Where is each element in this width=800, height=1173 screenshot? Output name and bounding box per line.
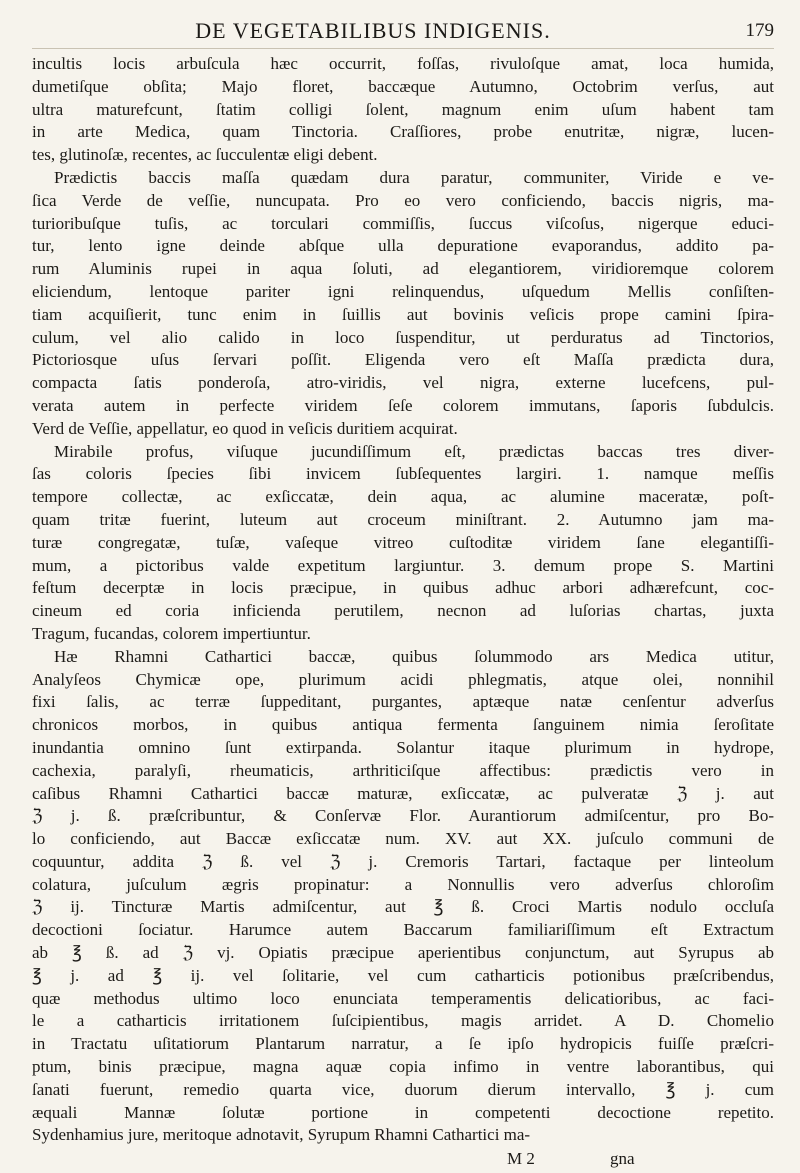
text-line: verata autem in perfecte viridem ſeſe colorem immutans, ſaporis ſubdulcis. — [32, 395, 774, 415]
text-line: in arte Medica, quam Tinctoria. Craſſiores, probe enutritæ, nigræ, lucen- — [32, 122, 774, 142]
catchword: gna — [610, 1149, 635, 1169]
text-line: eliciendum, lentoque pariter igni relinquendus, uſquedum Mellis conſiſten- — [32, 281, 774, 301]
text-line: chronicos morbos, in quibus antiqua fermenta ſanguinem nimia ſeroſitate — [32, 715, 774, 735]
text-line: Prædictis baccis maſſa quædam dura paratur, communiter, Viride e ve- — [54, 167, 774, 187]
text-line: fixi ſalis, ac terræ ſuppeditant, purgantes, aptæque natæ cenſentur adverſus — [32, 692, 774, 712]
text-line: ℨ j. ß. præſcribuntur, & Conſervæ Flor. Aurantiorum admiſcentur, pro Bo- — [32, 806, 774, 826]
text-line: Verd de Veſſie, appellatur, eo quod in veſicis duritiem acquirat. — [32, 418, 458, 438]
text-line: turæ congregatæ, tuſæ, vaſeque vitreo cuſtoditæ viridem ſane elegantiſſi- — [32, 532, 774, 552]
text-line: le a catharticis irritationem ſuſcipientibus, magis arridet. A D. Chomelio — [32, 1011, 774, 1031]
text-line: decoctioni ſociatur. Harumce autem Baccarum familiariſſimum eſt Extractum — [32, 920, 774, 940]
text-line: tur, lento igne deinde abſque ulla depuratione evaporandus, addito pa- — [32, 236, 774, 256]
text-line: coquuntur, addita ℨ ß. vel ℨ j. Cremoris Tartari, factaque per linteolum — [32, 851, 774, 871]
text-line: cachexia, paralyſi, rheumaticis, arthriticiſque affectibus: prædictis vero in — [32, 760, 774, 780]
text-line: in Tractatu uſitatiorum Plantarum narratur, a ſe ipſo hydropicis fuiſſe præſcri- — [32, 1034, 774, 1054]
text-line: Sydenhamius jure, meritoque adnotavit, Syrupum Rhamni Cathartici ma- — [32, 1125, 531, 1145]
text-line: Tragum, fucandas, colorem impertiuntur. — [32, 623, 311, 643]
text-line: ſanati fuerunt, remedio quarta vice, duorum dierum intervallo, ℥ j. cum — [32, 1079, 774, 1099]
page-header — [32, 14, 774, 49]
text-line: ptum, binis præcipue, magna aquæ copia infimo in ventre laborantibus, qui — [32, 1057, 774, 1077]
text-line: ultra maturefcunt, ſtatim colligi ſolent, magnum enim uſum habent tam — [32, 99, 774, 119]
page-footer — [32, 1149, 774, 1173]
text-line: caſibus Rhamni Cathartici baccæ maturæ, exſiccatæ, ac pulveratæ ℨ j. aut — [32, 783, 774, 803]
text-line: turioribuſque tuſis, ac torculari commiſſis, ſuccus viſcoſus, nigerque educi- — [32, 213, 774, 233]
text-line: ℨ ij. Tincturæ Martis admiſcentur, aut ℥ ß. Croci Martis nodulo occluſa — [32, 897, 774, 917]
text-line: Analyſeos Chymicæ ope, plurimum acidi phlegmatis, atque olei, nonnihil — [32, 669, 774, 689]
page-number: 179 — [745, 20, 774, 41]
text-line: compacta ſatis ponderoſa, atro-viridis, vel nigra, externe lucefcens, pul- — [32, 373, 774, 393]
text-line: quam tritæ fuerint, luteum aut croceum miniſtrant. 2. Autumno jam ma- — [32, 509, 774, 529]
text-line: ſica Verde de veſſie, nuncupata. Pro eo vero conficiendo, baccis nigris, ma- — [32, 190, 774, 210]
text-line: ab ℥ ß. ad ℨ vj. Opiatis præcipue aperientibus conjunctum, aut Syrupus ab — [32, 943, 774, 963]
text-line: tempore collectæ, ac exſiccatæ, dein aqua, ac alumine maceratæ, poſt- — [32, 487, 774, 507]
text-line: feſtum decerptæ in locis præcipue, in quibus adhuc arbori adhærefcunt, coc- — [32, 578, 774, 598]
text-line: colatura, juſculum ægris propinatur: a Nonnullis vero adverſus chloroſim — [32, 874, 774, 894]
text-line: mum, a pictoribus valde expetitum largiuntur. 3. demum prope S. Martini — [32, 555, 774, 575]
text-line: incultis locis arbuſcula hæc occurrit, foſſas, rivuloſque amat, loca humida, — [32, 54, 774, 73]
text-line: quæ methodus ultimo loco enunciata temperamentis delicatioribus, ac faci- — [32, 988, 774, 1008]
running-head: DE VEGETABILIBUS INDIGENIS. — [195, 18, 551, 43]
text-line: cineum ed coria inficienda perutilem, necnon ad luſorias chartas, juxta — [32, 601, 774, 621]
text-line: tes, glutinoſæ, recentes, ac ſucculentæ eligi debent. — [32, 145, 378, 165]
text-line: ſas coloris ſpecies ſibi invicem ſubſequentes largiri. 1. namque meſſis — [32, 464, 774, 484]
text-line: æquali Mannæ ſolutæ portione in competenti decoctione repetito. — [32, 1102, 774, 1122]
text-line: tiam acquiſierit, tunc enim in ſuillis aut bovinis veſicis prope camini ſpira- — [32, 304, 774, 324]
signature-mark: M 2 — [507, 1149, 535, 1169]
text-line: inundantia omnino ſunt extirpanda. Solantur itaque plurimum in hydrope, — [32, 737, 774, 757]
text-line: Hæ Rhamni Cathartici baccæ, quibus ſolummodo ars Medica utitur, — [54, 646, 774, 666]
text-line: culum, vel alio calido in loco ſuspenditur, ut perduratus ad Tinctorios, — [32, 327, 774, 347]
text-line: dumetiſque obſita; Majo floret, baccæque Autumno, Octobrim verſus, aut — [32, 76, 774, 96]
text-line: lo conficiendo, aut Baccæ exſiccatæ num. XV. aut XX. juſculo communi de — [32, 829, 774, 849]
text-line: Mirabile profus, viſuque jucundiſſimum eſt, prædictas baccas tres diver- — [54, 441, 774, 461]
text-line: ℥ j. ad ℥ ij. vel ſolitarie, vel cum catharticis potionibus præſcribendus, — [32, 965, 774, 985]
text-line: Pictoriosque uſus ſervari poſſit. Eligenda vero eſt Maſſa prædicta dura, — [32, 350, 774, 370]
body-text — [32, 53, 774, 1147]
text-line: rum Aluminis rupei in aqua ſoluti, ad elegantiorem, viridioremque colorem — [32, 259, 774, 279]
